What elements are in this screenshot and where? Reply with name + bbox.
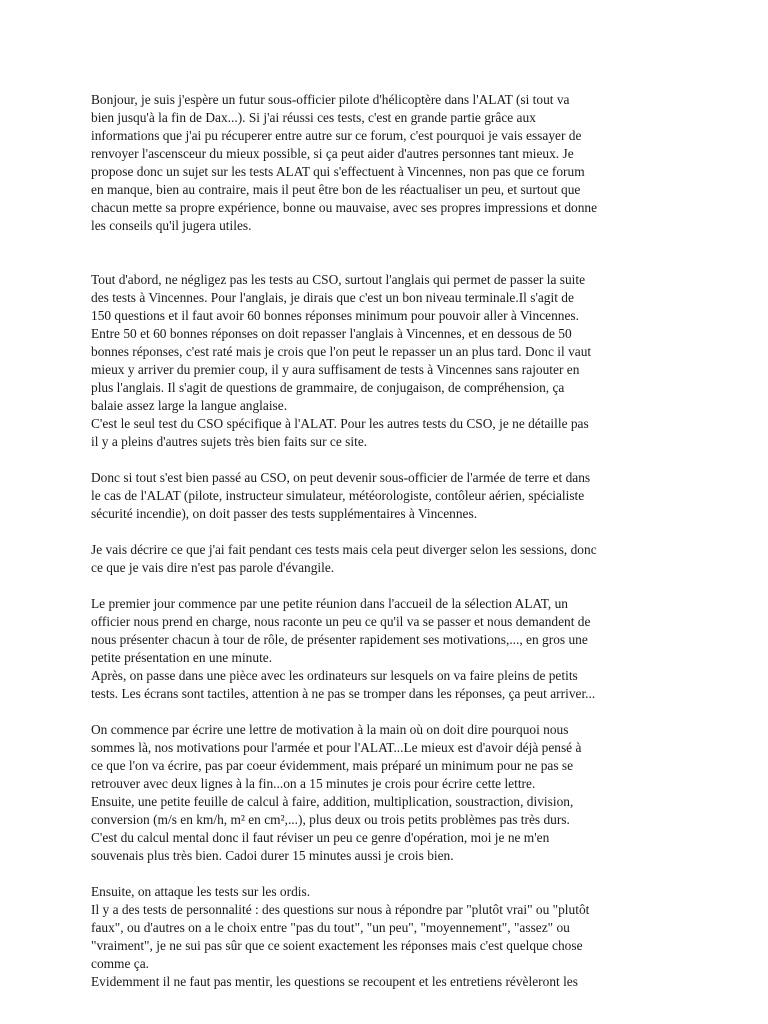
text-line: C'est du calcul mental donc il faut réviser un peu ce genre d'opération, moi je ne m'en: [91, 830, 550, 845]
document-page: [91, 91, 691, 991]
text-line: souvenais plus très bien. Cadoi durer 15 minutes aussi je crois bien.: [91, 848, 454, 863]
text-line: bonnes réponses, c'est raté mais je crois que l'on peut le repasser un an plus tard. Donc il vaut: [91, 344, 592, 359]
text-line: Il y a des tests de personnalité : des questions sur nous à répondre par "plutôt vrai" ou "plutôt: [91, 902, 590, 917]
text-line: comme ça.: [91, 956, 149, 971]
paragraph-spacer: [91, 253, 691, 271]
text-line: Ensuite, une petite feuille de calcul à faire, addition, multiplication, soustraction, division,: [91, 794, 574, 809]
text-line: nous présenter chacun à tour de rôle, de présenter rapidement ses motivations,..., en gros une: [91, 632, 588, 647]
text-line: faux", ou d'autres on a le choix entre "pas du tout", "un peu", "moyennement", "assez" ou: [91, 920, 570, 935]
text-line: Après, on passe dans une pièce avec les ordinateurs sur lesquels on va faire pleins de petits: [91, 668, 578, 683]
paragraph: [91, 541, 691, 577]
text-line: les conseils qu'il jugera utiles.: [91, 218, 252, 233]
paragraph-spacer: [91, 235, 691, 253]
paragraph: [91, 469, 691, 523]
text-line: Ensuite, on attaque les tests sur les ordis.: [91, 884, 311, 899]
paragraph-spacer: [91, 865, 691, 883]
text-line: chacun mette sa propre expérience, bonne ou mauvaise, avec ses propres impressions et donne: [91, 200, 598, 215]
text-line: officier nous prend en charge, nous raconte un peu ce qu'il va se passer et nous demandent de: [91, 614, 591, 629]
text-line: renvoyer l'ascensceur du mieux possible, si ça peut aider d'autres personnes tant mieux. Je: [91, 146, 574, 161]
paragraph-spacer: [91, 577, 691, 595]
text-line: Entre 50 et 60 bonnes réponses on doit repasser l'anglais à Vincennes, et en dessous de 50: [91, 326, 572, 341]
text-line: ce que je vais dire n'est pas parole d'évangile.: [91, 560, 335, 575]
text-line: des tests à Vincennes. Pour l'anglais, je dirais que c'est un bon niveau terminale.Il s'agit de: [91, 290, 574, 305]
text-line: retrouver avec deux lignes à la fin...on a 15 minutes je crois pour écrire cette lettre.: [91, 776, 536, 791]
text-line: bien jusqu'à la fin de Dax...). Si j'ai réussi ces tests, c'est en grande partie grâce aux: [91, 110, 536, 125]
paragraph: [91, 721, 691, 865]
text-line: petite présentation en une minute.: [91, 650, 273, 665]
text-line: le cas de l'ALAT (pilote, instructeur simulateur, météorologiste, contôleur aérien, spécialiste: [91, 488, 585, 503]
text-line: sécurité incendie), on doit passer des tests supplémentaires à Vincennes.: [91, 506, 478, 521]
text-line: Le premier jour commence par une petite réunion dans l'accueil de la sélection ALAT, un: [91, 596, 568, 611]
text-line: 150 questions et il faut avoir 60 bonnes réponses minimum pour pouvoir aller à Vincennes.: [91, 308, 579, 323]
paragraph: [91, 91, 691, 235]
text-line: On commence par écrire une lettre de motivation à la main où on doit dire pourquoi nous: [91, 722, 569, 737]
text-line: il y a pleins d'autres sujets très bien faits sur ce site.: [91, 434, 368, 449]
paragraph-spacer: [91, 523, 691, 541]
paragraph: [91, 595, 691, 703]
text-line: mieux y arriver du premier coup, il y aura suffisament de tests à Vincennes sans rajouter en: [91, 362, 580, 377]
text-line: C'est le seul test du CSO spécifique à l'ALAT. Pour les autres tests du CSO, je ne détaille pas: [91, 416, 589, 431]
text-line: conversion (m/s en km/h, m² en cm²,...), plus deux ou trois petits problèmes pas très durs.: [91, 812, 570, 827]
paragraph-spacer: [91, 451, 691, 469]
text-line: sommes là, nos motivations pour l'armée et pour l'ALAT...Le mieux est d'avoir déjà pensé à: [91, 740, 582, 755]
text-line: ce que l'on va écrire, pas par coeur évidemment, mais préparé un minimum pour ne pas se: [91, 758, 574, 773]
paragraph: [91, 271, 691, 451]
paragraph: [91, 883, 691, 991]
text-line: Tout d'abord, ne négligez pas les tests au CSO, surtout l'anglais qui permet de passer la suite: [91, 272, 586, 287]
text-line: Je vais décrire ce que j'ai fait pendant ces tests mais cela peut diverger selon les sessions, donc: [91, 542, 597, 557]
text-line: tests. Les écrans sont tactiles, attention à ne pas se tromper dans les réponses, ça peut arriver...: [91, 686, 596, 701]
text-line: propose donc un sujet sur les tests ALAT qui s'effectuent à Vincennes, non pas que ce forum: [91, 164, 585, 179]
paragraph-spacer: [91, 703, 691, 721]
text-line: Donc si tout s'est bien passé au CSO, on peut devenir sous-officier de l'armée de terre et dans: [91, 470, 591, 485]
text-line: informations que j'ai pu récuperer entre autre sur ce forum, c'est pourquoi je vais essayer de: [91, 128, 582, 143]
text-line: balaie assez large la langue anglaise.: [91, 398, 288, 413]
text-line: Evidemment il ne faut pas mentir, les questions se recoupent et les entretiens révèleront les: [91, 974, 578, 989]
text-line: en manque, bien au contraire, mais il peut être bon de les réactualiser un peu, et surtout que: [91, 182, 581, 197]
text-line: "vraiment", je ne sui pas sûr que ce soient exactement les réponses mais c'est quelque chose: [91, 938, 583, 953]
text-line: Bonjour, je suis j'espère un futur sous-officier pilote d'hélicoptère dans l'ALAT (si tout va: [91, 92, 570, 107]
text-line: plus l'anglais. Il s'agit de questions de grammaire, de conjugaison, de compréhension, ça: [91, 380, 565, 395]
